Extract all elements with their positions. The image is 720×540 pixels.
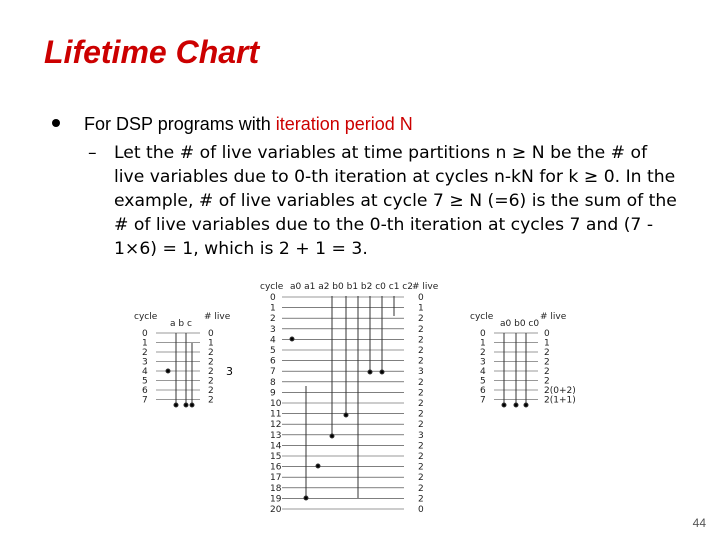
fig1-annotation: 3 [226,365,233,378]
fig2-live-count: 2 [418,462,424,473]
fig3-use-dot [524,403,528,407]
fig2-live-count: 2 [418,452,424,462]
bullet-text [84,114,413,135]
fig3-cycle-label: 6 [480,386,486,396]
fig1-cycle-label: 7 [142,395,148,406]
fig3-var-header: a0 b0 c0 [500,319,540,329]
fig1-cycle-label: 4 [142,367,148,377]
fig1-live-count: 2 [208,386,214,396]
fig2-cycle-label: 2 [270,314,276,325]
page-number: 44 [692,516,706,530]
lifetime-chart-folded [468,308,588,413]
fig1-live-count: 2 [208,357,214,368]
sub-bullet-text: Let the # of live variables at time partitions n ≥ N be the # of live variables due to 0-th iteration at cycles n-kN for k ≥ 0. In the example, # of live variables at cycle 7 ≥ N (=6) is the sum of the # of live variables due to the 0-th iteration at cycles 7 and (7 - 1×6) = 1, which is 2 + 1 = 3. [114,143,677,259]
fig2-live-count: 3 [418,367,424,378]
fig2-def-dot [316,464,320,468]
fig3-live-count: 2 [544,367,550,377]
fig1-cycle-label: 6 [142,386,148,396]
fig1-cycle-label: 5 [142,376,148,387]
fig2-var-header: a0 a1 a2 b0 b1 b2 c0 c1 c2 [290,282,413,292]
fig2-live-count: 2 [418,356,424,367]
fig1-cycle-header: cycle [134,312,158,322]
fig2-cycle-label: 19 [270,494,282,505]
fig2-cycle-label: 5 [270,346,276,356]
fig2-use-dot [344,413,348,417]
fig2-live-count: 2 [418,377,424,388]
sub-dash: – [88,143,97,163]
fig3-live-count: 2(0+2) [544,386,576,396]
fig3-live-count: 1 [544,338,550,349]
fig3-cycle-label: 0 [480,329,486,339]
slide-title: Lifetime Chart [44,34,260,70]
fig1-def-dot [166,369,170,373]
fig1-use-dot [184,403,188,407]
fig2-live-count: 2 [418,314,424,325]
fig3-live-count: 2 [544,376,550,387]
fig2-cycle-label: 14 [270,441,282,452]
fig2-use-dot [380,370,384,374]
fig1-live-count: 1 [208,338,214,349]
fig2-live-count: 3 [418,430,424,441]
fig2-live-count: 2 [418,388,424,399]
fig2-cycle-label: 20 [270,505,282,515]
lifetime-chart-basic-svg [128,308,248,413]
fig2-live-count: 2 [418,324,424,335]
fig1-use-dot [174,403,178,407]
fig3-cycle-label: 2 [480,348,486,358]
fig3-use-dot [514,403,518,407]
fig1-cycle-label: 0 [142,329,148,339]
fig3-live-header: # live [540,312,567,322]
fig1-cycle-label: 1 [142,338,148,349]
fig3-live-count: 2(1+1) [544,395,576,406]
fig3-use-dot [502,403,506,407]
fig2-live-count: 2 [418,409,424,420]
fig2-cycle-label: 4 [270,335,276,346]
fig2-use-dot [330,434,334,438]
fig1-live-count: 2 [208,367,214,377]
fig2-cycle-label: 12 [270,420,282,431]
fig2-live-count: 2 [418,441,424,452]
lifetime-chart-basic [128,308,248,413]
fig2-cycle-label: 15 [270,452,282,462]
fig1-cycle-label: 2 [142,348,148,358]
fig2-cycle-label: 1 [270,303,276,314]
fig2-cycle-label: 7 [270,367,276,378]
fig2-cycle-label: 8 [270,377,276,388]
bullet-dot [52,119,60,127]
fig2-live-count: 2 [418,335,424,346]
fig1-cycle-label: 3 [142,357,148,368]
fig3-live-count: 2 [544,348,550,358]
fig2-live-count: 0 [418,293,424,303]
fig3-live-count: 0 [544,329,550,339]
fig2-cycle-header: cycle [260,282,284,292]
fig2-use-dot [368,370,372,374]
fig3-cycle-label: 5 [480,376,486,387]
fig2-use-dot [304,496,308,500]
fig1-live-count: 2 [208,395,214,406]
fig1-live-header: # live [204,312,231,322]
fig3-cycle-label: 7 [480,395,486,406]
fig1-live-count: 0 [208,329,214,339]
fig2-cycle-label: 11 [270,409,282,420]
fig2-cycle-label: 16 [270,462,282,473]
fig2-def-dot [290,337,294,341]
fig1-live-count: 2 [208,376,214,387]
fig2-live-count: 1 [418,303,424,314]
fig2-live-count: 0 [418,505,424,515]
fig3-cycle-label: 4 [480,367,486,377]
fig2-live-count: 2 [418,346,424,356]
fig1-use-dot [190,403,194,407]
fig2-live-header: # live [412,282,439,292]
fig2-live-count: 2 [418,473,424,484]
fig3-cycle-label: 1 [480,338,486,349]
fig1-live-count: 2 [208,348,214,358]
bullet-highlight: iteration period N [275,114,413,134]
fig2-cycle-label: 13 [270,430,282,441]
fig3-cycle-label: 3 [480,357,486,368]
fig2-cycle-label: 3 [270,324,276,335]
fig3-live-count: 2 [544,357,550,368]
fig2-cycle-label: 10 [270,399,282,409]
lifetime-chart-folded-svg [468,308,588,413]
fig2-live-count: 2 [418,399,424,409]
fig2-cycle-label: 17 [270,473,282,484]
fig2-live-count: 2 [418,420,424,431]
fig1-var-header: a b c [170,319,192,329]
fig2-live-count: 2 [418,494,424,505]
fig2-cycle-label: 9 [270,388,276,399]
fig3-cycle-header: cycle [470,312,494,322]
fig2-live-count: 2 [418,483,424,494]
bullet-prefix: For DSP programs with [84,114,276,134]
lifetime-chart-unrolled [258,276,448,521]
fig2-cycle-label: 6 [270,356,276,367]
fig2-cycle-label: 18 [270,483,282,494]
lifetime-chart-unrolled-svg [258,276,448,521]
fig2-cycle-label: 0 [270,293,276,303]
